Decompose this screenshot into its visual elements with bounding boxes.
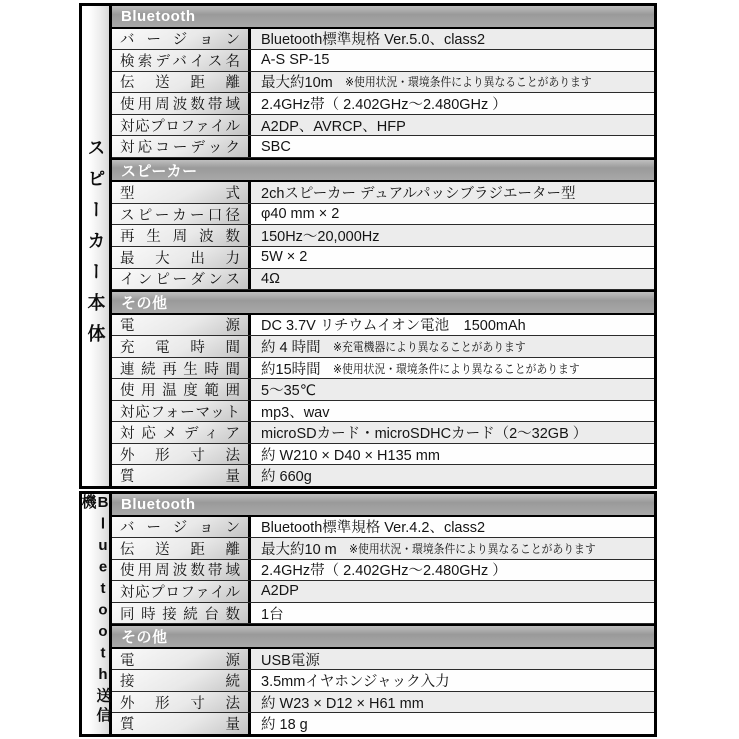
section-header: [112, 494, 654, 517]
spec-row: [112, 115, 654, 137]
spec-row-label: 最大出力: [120, 250, 240, 267]
spec-row-value-cell: [251, 315, 654, 336]
spec-row-value-cell: [251, 649, 654, 670]
spec-row-label-cell: [112, 182, 251, 203]
spec-row-value-cell: [251, 538, 654, 559]
spec-row-label-cell: [112, 315, 251, 336]
spec-row-value-cell: [251, 336, 654, 357]
spec-row-label-cell: [112, 401, 251, 422]
section-header: [112, 290, 654, 315]
spec-row-label-cell: [112, 713, 251, 734]
spec-row-value: microSDカード・microSDHCカード（2〜32GB ）: [261, 426, 588, 443]
spec-row-value-cell: [251, 560, 654, 581]
spec-row-note: ※使用状況・環境条件により異なることがあります: [344, 75, 592, 90]
spec-row: [112, 93, 654, 115]
spec-row-value-cell: [251, 401, 654, 422]
spec-row-value: Bluetooth標準規格 Ver.5.0、class2: [261, 32, 486, 49]
table-body: [112, 494, 654, 734]
spec-row: [112, 649, 654, 671]
spec-row-value: Bluetooth標準規格 Ver.4.2、class2: [261, 520, 486, 537]
spec-row-label: 質量: [120, 717, 240, 734]
spec-row-value-cell: [251, 358, 654, 379]
spec-row-label-cell: [112, 247, 251, 268]
spec-row-label: バージョン: [120, 32, 240, 49]
spec-row-label-cell: [112, 29, 251, 50]
spec-row-value: A2DP: [261, 583, 299, 600]
spec-row-label: 対応プロファイル: [120, 584, 240, 601]
spec-row-label: 連続再生時間: [120, 361, 240, 378]
spec-row-value-cell: [251, 269, 654, 290]
spec-row-value: SBC: [261, 138, 291, 155]
table-body: [112, 6, 654, 486]
spec-sheet: [79, 3, 657, 737]
spec-row-value: 5W × 2: [261, 249, 308, 266]
spec-row-value: DC 3.7V リチウムイオン電池 1500mAh: [261, 318, 526, 335]
spec-row-label-cell: [112, 50, 251, 71]
spec-row: [112, 401, 654, 423]
spec-row: [112, 269, 654, 291]
spec-row-label-cell: [112, 358, 251, 379]
spec-row-label: 電源: [120, 318, 240, 335]
spec-row-label: 電源: [120, 652, 240, 669]
spec-row: [112, 692, 654, 714]
spec-row-value: 5〜35℃: [261, 383, 316, 400]
section-header: [112, 6, 654, 29]
spec-row-label-cell: [112, 336, 251, 357]
spec-row: [112, 336, 654, 358]
spec-row-label: 充電時間: [120, 339, 240, 356]
spec-row-value: 2.4GHz帯（ 2.402GHz〜2.480GHz ）: [261, 563, 507, 580]
spec-row-label-cell: [112, 225, 251, 246]
spec-row: [112, 538, 654, 560]
spec-row-value: 150Hz〜20,000Hz: [261, 229, 380, 246]
spec-row-value: 約 W23 × D12 × H61 mm: [261, 695, 424, 712]
spec-row-label: 使用周波数帯域: [120, 563, 240, 580]
side-label-strip: [82, 6, 112, 486]
spec-row-value-cell: [251, 247, 654, 268]
spec-row: [112, 713, 654, 734]
spec-row-label-cell: [112, 72, 251, 93]
spec-row-value-cell: [251, 670, 654, 691]
spec-row-value: 約 W210 × D40 × H135 mm: [261, 447, 440, 464]
spec-row-value: 2chスピーカー デュアルパッシブラジエーター型: [261, 186, 576, 203]
spec-row: [112, 603, 654, 625]
spec-row-label: 型式: [120, 186, 240, 203]
spec-row-label-cell: [112, 517, 251, 538]
section-title: その他: [121, 294, 168, 312]
spec-row-value: 4Ω: [261, 270, 280, 287]
spec-row-label-cell: [112, 422, 251, 443]
spec-row-value-cell: [251, 72, 654, 93]
spec-row-value: φ40 mm × 2: [261, 206, 340, 223]
spec-row-label: インピーダンス: [120, 272, 240, 289]
spec-row: [112, 182, 654, 204]
spec-row-note: ※充電機器により異なることがあります: [332, 339, 526, 354]
spec-row-value: 1台: [261, 606, 284, 623]
spec-row-value: 約 4 時間: [261, 339, 321, 356]
spec-row-value-cell: [251, 444, 654, 465]
spec-row: [112, 225, 654, 247]
section-title: Bluetooth: [121, 7, 196, 25]
spec-row-value-cell: [251, 713, 654, 734]
spec-row-value-cell: [251, 465, 654, 486]
spec-row-value-cell: [251, 692, 654, 713]
spec-table-bt-transmitter: [79, 491, 657, 737]
spec-row-label: 外形寸法: [120, 447, 240, 464]
spec-row: [112, 560, 654, 582]
spec-row-label: 伝送距離: [120, 75, 240, 92]
spec-row-value: mp3、wav: [261, 404, 330, 421]
side-label-bt-transmitter: Bluetooth送信機: [79, 494, 112, 727]
spec-row-value: A-S SP-15: [261, 52, 330, 69]
spec-row: [112, 581, 654, 603]
spec-row-value-cell: [251, 29, 654, 50]
spec-row-label-cell: [112, 115, 251, 136]
spec-row-label-cell: [112, 692, 251, 713]
spec-row-label-cell: [112, 444, 251, 465]
spec-row: [112, 517, 654, 539]
spec-row-label: 使用温度範囲: [120, 383, 240, 400]
section-header: [112, 158, 654, 183]
spec-row-label-cell: [112, 93, 251, 114]
spec-row-label: 接続: [120, 674, 240, 691]
spec-row-value-cell: [251, 136, 654, 157]
section-title: Bluetooth: [121, 495, 196, 513]
spec-row-value-cell: [251, 379, 654, 400]
spec-row-value: 約 18 g: [261, 717, 308, 734]
spec-row-value-cell: [251, 517, 654, 538]
spec-row-value: USB電源: [261, 652, 320, 669]
spec-row-value-cell: [251, 204, 654, 225]
spec-row-label: バージョン: [120, 520, 240, 537]
spec-row: [112, 465, 654, 486]
spec-row-value-cell: [251, 422, 654, 443]
spec-row-label: 対応プロファイル: [120, 118, 240, 135]
spec-row-label-cell: [112, 379, 251, 400]
spec-row: [112, 204, 654, 226]
spec-row-label: 対応コーデック: [120, 140, 240, 157]
spec-row-label: 外形寸法: [120, 695, 240, 712]
spec-row-value-cell: [251, 603, 654, 624]
spec-row-label: 対応フォーマット: [120, 404, 240, 421]
spec-row-value: 3.5mmイヤホンジャック入力: [261, 674, 450, 691]
spec-row-value-cell: [251, 225, 654, 246]
spec-row-label: 伝送距離: [120, 541, 240, 558]
side-label-strip: [79, 494, 112, 734]
spec-row-value-cell: [251, 93, 654, 114]
spec-row-label: スピーカー口径: [120, 207, 240, 224]
spec-row-label-cell: [112, 670, 251, 691]
spec-row: [112, 444, 654, 466]
spec-row-label: 使用周波数帯域: [120, 96, 240, 113]
spec-row: [112, 29, 654, 51]
spec-row-value: 最大約10m: [261, 75, 333, 92]
section-title: その他: [121, 629, 168, 647]
spec-row-value: 最大約10 m: [261, 541, 337, 558]
spec-row-label: 同時接続台数: [120, 606, 240, 623]
spec-row-label: 再生周波数: [120, 229, 240, 246]
spec-table-speaker-body: [79, 3, 657, 489]
spec-row: [112, 72, 654, 94]
spec-row: [112, 50, 654, 72]
spec-row: [112, 379, 654, 401]
spec-row-label-cell: [112, 465, 251, 486]
spec-row-label-cell: [112, 269, 251, 290]
section-header: [112, 624, 654, 649]
spec-row: [112, 422, 654, 444]
spec-row-label-cell: [112, 603, 251, 624]
spec-row-label: 検索デバイス名: [120, 53, 240, 70]
spec-row-value: 約 660g: [261, 469, 312, 486]
spec-row-value-cell: [251, 182, 654, 203]
spec-row-value-cell: [251, 581, 654, 602]
spec-row: [112, 670, 654, 692]
spec-row-value: A2DP、AVRCP、HFP: [261, 118, 406, 135]
spec-row-value: 約15時間: [261, 361, 321, 378]
spec-row-label-cell: [112, 204, 251, 225]
spec-row-label-cell: [112, 649, 251, 670]
spec-row-label-cell: [112, 538, 251, 559]
spec-row-value: 2.4GHz帯（ 2.402GHz〜2.480GHz ）: [261, 96, 507, 113]
section-title: スピーカー: [121, 162, 198, 180]
spec-row-label: 質量: [120, 469, 240, 486]
spec-row-label-cell: [112, 560, 251, 581]
spec-row-label-cell: [112, 136, 251, 157]
spec-row-label-cell: [112, 581, 251, 602]
spec-row-note: ※使用状況・環境条件により異なることがあります: [332, 361, 580, 376]
side-label-speaker-body: スピーカー本体: [85, 137, 106, 355]
spec-row-note: ※使用状況・環境条件により異なることがあります: [348, 541, 596, 556]
spec-row-value-cell: [251, 50, 654, 71]
spec-row: [112, 247, 654, 269]
spec-row: [112, 315, 654, 337]
spec-row: [112, 358, 654, 380]
spec-row-label: 対応メディア: [120, 426, 240, 443]
spec-row: [112, 136, 654, 158]
spec-row-value-cell: [251, 115, 654, 136]
